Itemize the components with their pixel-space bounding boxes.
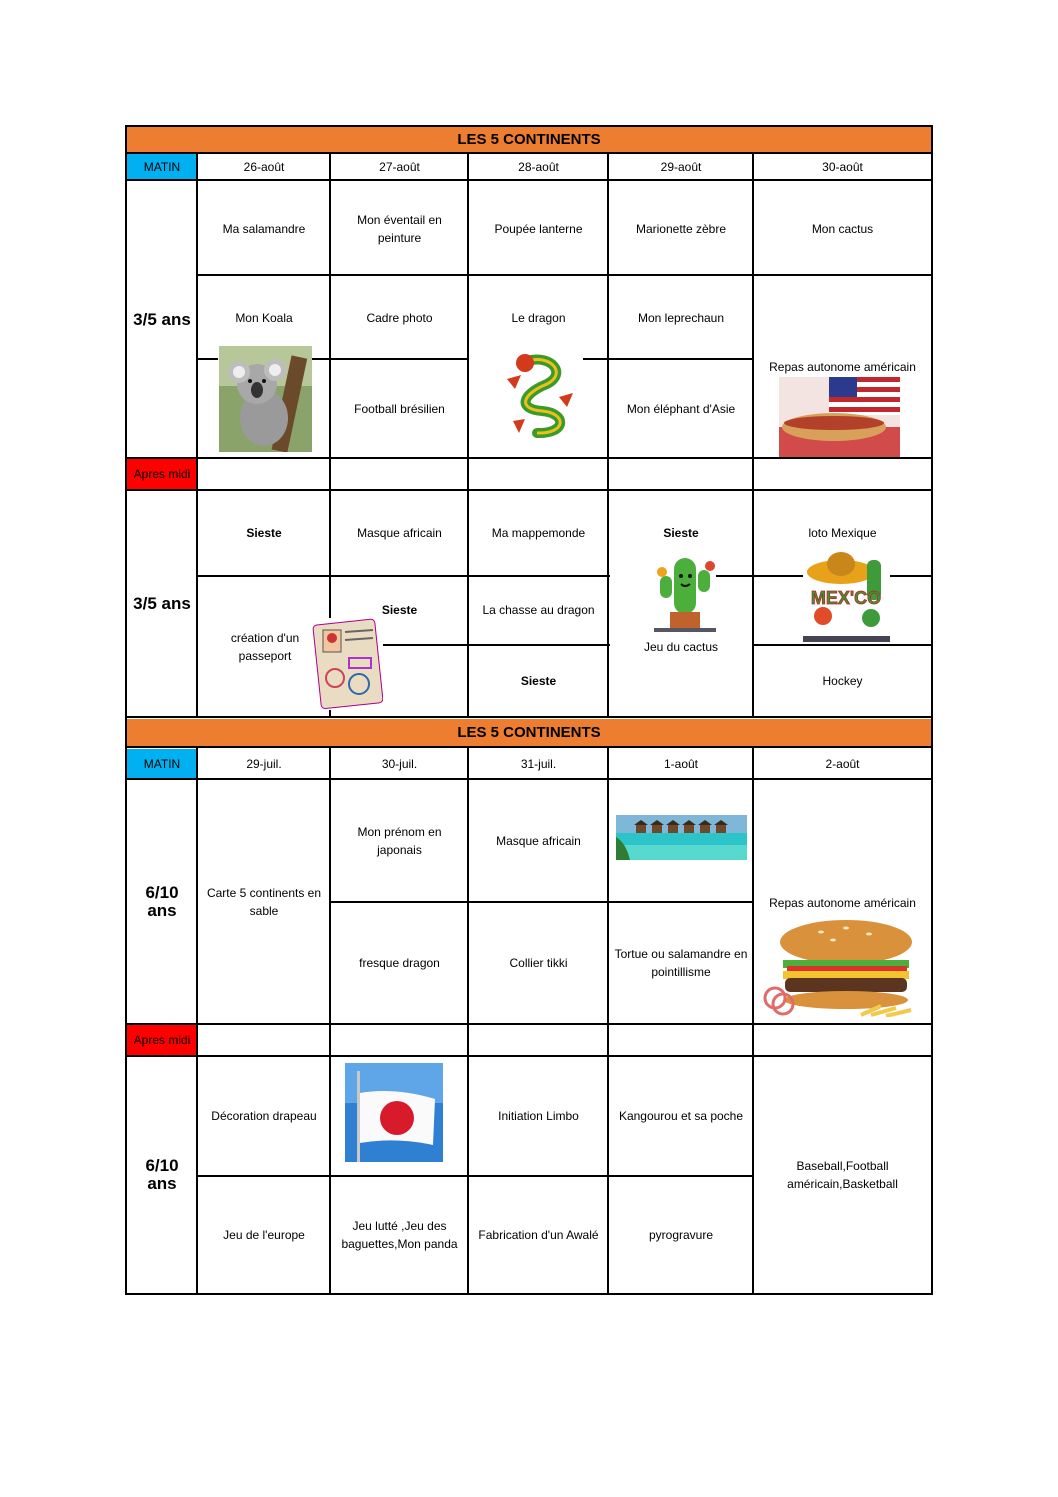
activity-cell: Mon prénom en japonais (357, 824, 442, 857)
activity-cell: Hockey (822, 673, 863, 688)
activity-cell: Repas autonome américain (769, 896, 916, 910)
age-group-label: 3/5 ans (133, 594, 191, 613)
mexico-image (803, 550, 890, 642)
activity-cell: Jeu du cactus (643, 640, 719, 654)
activity-cell: Le dragon (511, 311, 566, 325)
activity-cell: La chasse au dragon (482, 603, 595, 617)
activity-cell: Mon éléphant d'Asie (626, 402, 736, 416)
activity-cell: Football brésilien (354, 402, 445, 416)
overwater-bungalows-image (616, 815, 747, 860)
activity-cell: Mon cactus (811, 221, 874, 236)
date-header: 1-août (663, 756, 699, 771)
hotdog-usa-flag-image (779, 377, 900, 457)
activity-cell: Mon éventail en peinture (357, 212, 442, 245)
activity-cell: pyrogravure (648, 1228, 714, 1242)
mexico-image-text: MEX'CO (810, 588, 882, 608)
koala-image (219, 346, 312, 452)
activity-cell: Carte 5 continents en sable (206, 885, 322, 918)
activity-cell: Masque africain (496, 833, 581, 848)
date-header: 30-août (822, 159, 863, 174)
date-header: 29-août (660, 159, 702, 174)
activity-cell: Mon Koala (235, 311, 293, 325)
passport-image (311, 618, 383, 710)
apres-midi-label: Apres midi (127, 1025, 197, 1055)
activity-cell: Fabrication d'un Awalé (478, 1228, 599, 1242)
age-group-label: 6/10 ans (145, 882, 179, 920)
activity-cell: Sieste (246, 526, 282, 540)
date-header: 30-juil. (381, 756, 418, 771)
activity-cell: Sieste (663, 526, 699, 540)
age-group-label: 6/10 ans (145, 1156, 179, 1193)
activity-cell: Mon leprechaun (637, 311, 725, 325)
age-group-label: 3/5 ans (133, 310, 191, 329)
matin-label: MATIN (127, 749, 197, 778)
activity-cell: Ma salamandre (222, 221, 306, 236)
activity-cell: fresque dragon (359, 956, 440, 970)
activity-cell: Repas autonome américain (769, 360, 916, 374)
matin-label: MATIN (127, 153, 197, 180)
table-title: LES 5 CONTINENTS (127, 719, 931, 746)
cactus-image (654, 550, 716, 632)
activity-cell: Tortue ou salamandre en pointillisme (614, 947, 748, 979)
date-header: 28-août (518, 159, 559, 174)
date-header: 2-août (825, 756, 860, 771)
burger-fries-image (761, 920, 914, 1017)
date-header: 26-août (243, 159, 285, 174)
activity-cell: Sieste (520, 673, 557, 688)
activity-cell: Jeu de l'europe (223, 1228, 305, 1242)
japan-flag-image (345, 1063, 443, 1162)
dragon-image (497, 349, 583, 441)
activity-cell: Initiation Limbo (498, 1109, 579, 1123)
activity-cell: création d'un passeport (230, 631, 300, 663)
activity-cell: Masque africain (357, 526, 442, 540)
date-header: 29-juil. (246, 756, 282, 771)
activity-cell: Sieste (381, 603, 418, 617)
activity-cell: Kangourou et sa poche (618, 1109, 744, 1123)
activity-cell: Marionette zèbre (635, 221, 727, 236)
apres-midi-label: Apres midi (127, 459, 197, 489)
activity-cell: Décoration drapeau (211, 1109, 317, 1123)
activity-cell: Poupée lanterne (494, 221, 583, 236)
activity-cell: Collier tikki (509, 956, 568, 970)
activity-cell: Cadre photo (366, 311, 433, 325)
activity-cell: Baseball,Football américain,Basketball (787, 1159, 898, 1191)
date-header: 27-août (379, 159, 420, 174)
activity-cell: Ma mappemonde (491, 526, 586, 540)
date-header: 31-juil. (520, 756, 557, 771)
activity-cell: Jeu lutté ,Jeu des baguettes,Mon panda (341, 1219, 458, 1251)
activity-cell: loto Mexique (808, 526, 877, 540)
table-title: LES 5 CONTINENTS (127, 127, 931, 153)
